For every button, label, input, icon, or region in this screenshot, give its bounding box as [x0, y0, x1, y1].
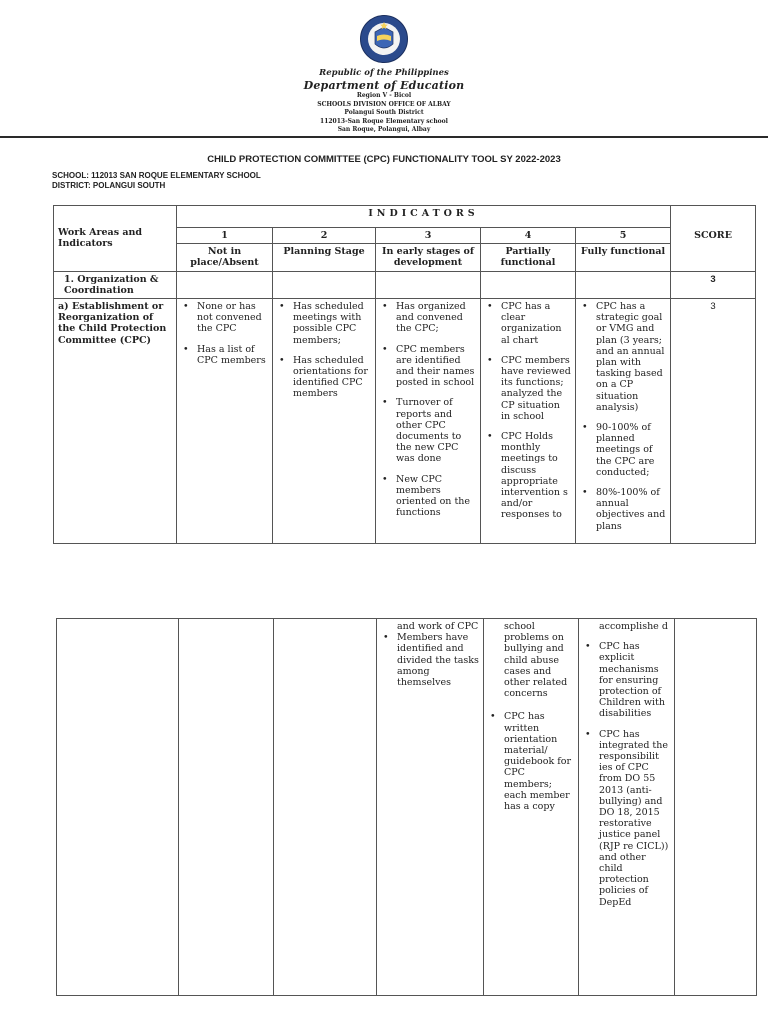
indicator-bullet: • Has scheduled orientations for identified CPC members — [293, 355, 371, 400]
indicator-bullet: • Turnover of reports and other CPC documents to the new CPC was done — [396, 397, 476, 464]
indicator-bullet: • CPC Holds monthly meetings to discuss appropriate intervention s and/or responses to — [501, 431, 571, 521]
level5-continuation-cell — [579, 619, 675, 996]
level1-cell — [177, 299, 273, 544]
section-empty-cell — [481, 271, 576, 298]
section-empty-cell — [376, 271, 481, 298]
level-label: Not in place/Absent — [177, 244, 273, 271]
deped-seal-logo — [359, 14, 409, 64]
header-divider — [0, 136, 768, 138]
district-line: Polangui South District — [344, 109, 424, 116]
division-line: SCHOOLS DIVISION OFFICE OF ALBAY — [317, 100, 451, 108]
level-label: Planning Stage — [273, 244, 376, 271]
work-areas-header: Work Areas and Indicators — [54, 206, 177, 272]
indicator-bullet: • 90-100% of planned meetings of the CPC are conducted; — [596, 422, 666, 478]
letterhead — [0, 14, 768, 135]
level-number: 1 — [177, 228, 273, 244]
section-label: 1. Organization & Coordination — [54, 271, 177, 298]
indicator-bullet: • CPC has explicit mechanisms for ensuring protection of Children with disabilities — [599, 641, 670, 719]
indicators-title: INDICATORS — [177, 206, 671, 228]
level-number: 3 — [376, 228, 481, 244]
indicator-label: a) Establishment or Reorganization of the Child Protection Committee (CPC) — [54, 299, 177, 544]
level4-cell — [481, 299, 576, 544]
level3-cell — [376, 299, 481, 544]
level-label: Partially functional — [481, 244, 576, 271]
indicator-bullet: • None or has not convened the CPC — [197, 301, 268, 335]
indicator-bullet: • CPC members have reviewed its functions; analyzed the CP situation in school — [501, 355, 571, 422]
continuation-empty-cell — [57, 619, 179, 996]
continuation-empty-cell — [179, 619, 274, 996]
republic-line: Republic of the Philippines — [319, 68, 449, 78]
indicator-bullet: • Members have identified and divided the tasks among themselves — [397, 632, 479, 688]
indicator-bullet: • CPC has a strategic goal or VMG and plan (3 years; and an annual plan with tasking based on a CP situation analysis) — [596, 301, 666, 413]
indicator-bullet: • New CPC members oriented on the functions — [396, 474, 476, 519]
continued-text: accomplishe d — [599, 621, 668, 632]
region-line: Region V - Bicol — [356, 92, 412, 99]
continuation-table — [56, 618, 757, 996]
level-number: 5 — [576, 228, 671, 244]
level-label: Fully functional — [576, 244, 671, 271]
indicator-bullet: • CPC has written orientation material/ guidebook for CPC members; each member has a copy — [504, 711, 574, 812]
level-number: 4 — [481, 228, 576, 244]
document-title: CHILD PROTECTION COMMITTEE (CPC) FUNCTIONALITY TOOL SY 2022-2023 — [207, 154, 561, 165]
section-score: 3 — [671, 271, 756, 298]
continuation-empty-cell — [274, 619, 377, 996]
section-empty-cell — [273, 271, 376, 298]
indicator-bullet: • Has scheduled meetings with possible CPC members; — [293, 301, 371, 346]
level-label: In early stages of development — [376, 244, 481, 271]
score-header: SCORE — [671, 228, 756, 272]
section-empty-cell — [177, 271, 273, 298]
level5-cell — [576, 299, 671, 544]
district-info: DISTRICT: POLANGUI SOUTH — [52, 181, 166, 190]
section-empty-cell — [576, 271, 671, 298]
indicator-score: 3 — [671, 299, 756, 544]
school-info: SCHOOL: 112013 SAN ROQUE ELEMENTARY SCHOOL — [52, 171, 261, 180]
level2-cell — [273, 299, 376, 544]
score-header-top — [671, 206, 756, 228]
functionality-table — [53, 205, 756, 544]
indicator-bullet: • Has organized and convened the CPC; — [396, 301, 476, 335]
indicator-bullet: • CPC members are identified and their names posted in school — [396, 344, 476, 389]
indicator-bullet: • CPC has a clear organization al chart — [501, 301, 571, 346]
indicator-bullet: • 80%-100% of annual objectives and plans — [596, 487, 666, 532]
level-number: 2 — [273, 228, 376, 244]
level3-continuation-cell — [377, 619, 484, 996]
level4-continuation-cell — [484, 619, 579, 996]
continued-text: and work of CPC — [397, 621, 479, 632]
continued-text: school problems on bullying and child abuse cases and other related concerns — [504, 621, 568, 700]
school-line: 112013-San Roque Elementary school — [320, 117, 448, 125]
address-line: San Roque, Polangui, Albay — [337, 126, 431, 133]
department-line: Department of Education — [303, 79, 465, 92]
continuation-score-cell — [675, 619, 757, 996]
indicator-bullet: • CPC has integrated the responsibilit ies of CPC from DO 55 2013 (anti-bullying) and DO 18, 2015 restorative justice panel (RJP re CICL)) and other child protection policies of DepEd — [599, 729, 670, 908]
indicator-bullet: • Has a list of CPC members — [197, 344, 268, 366]
